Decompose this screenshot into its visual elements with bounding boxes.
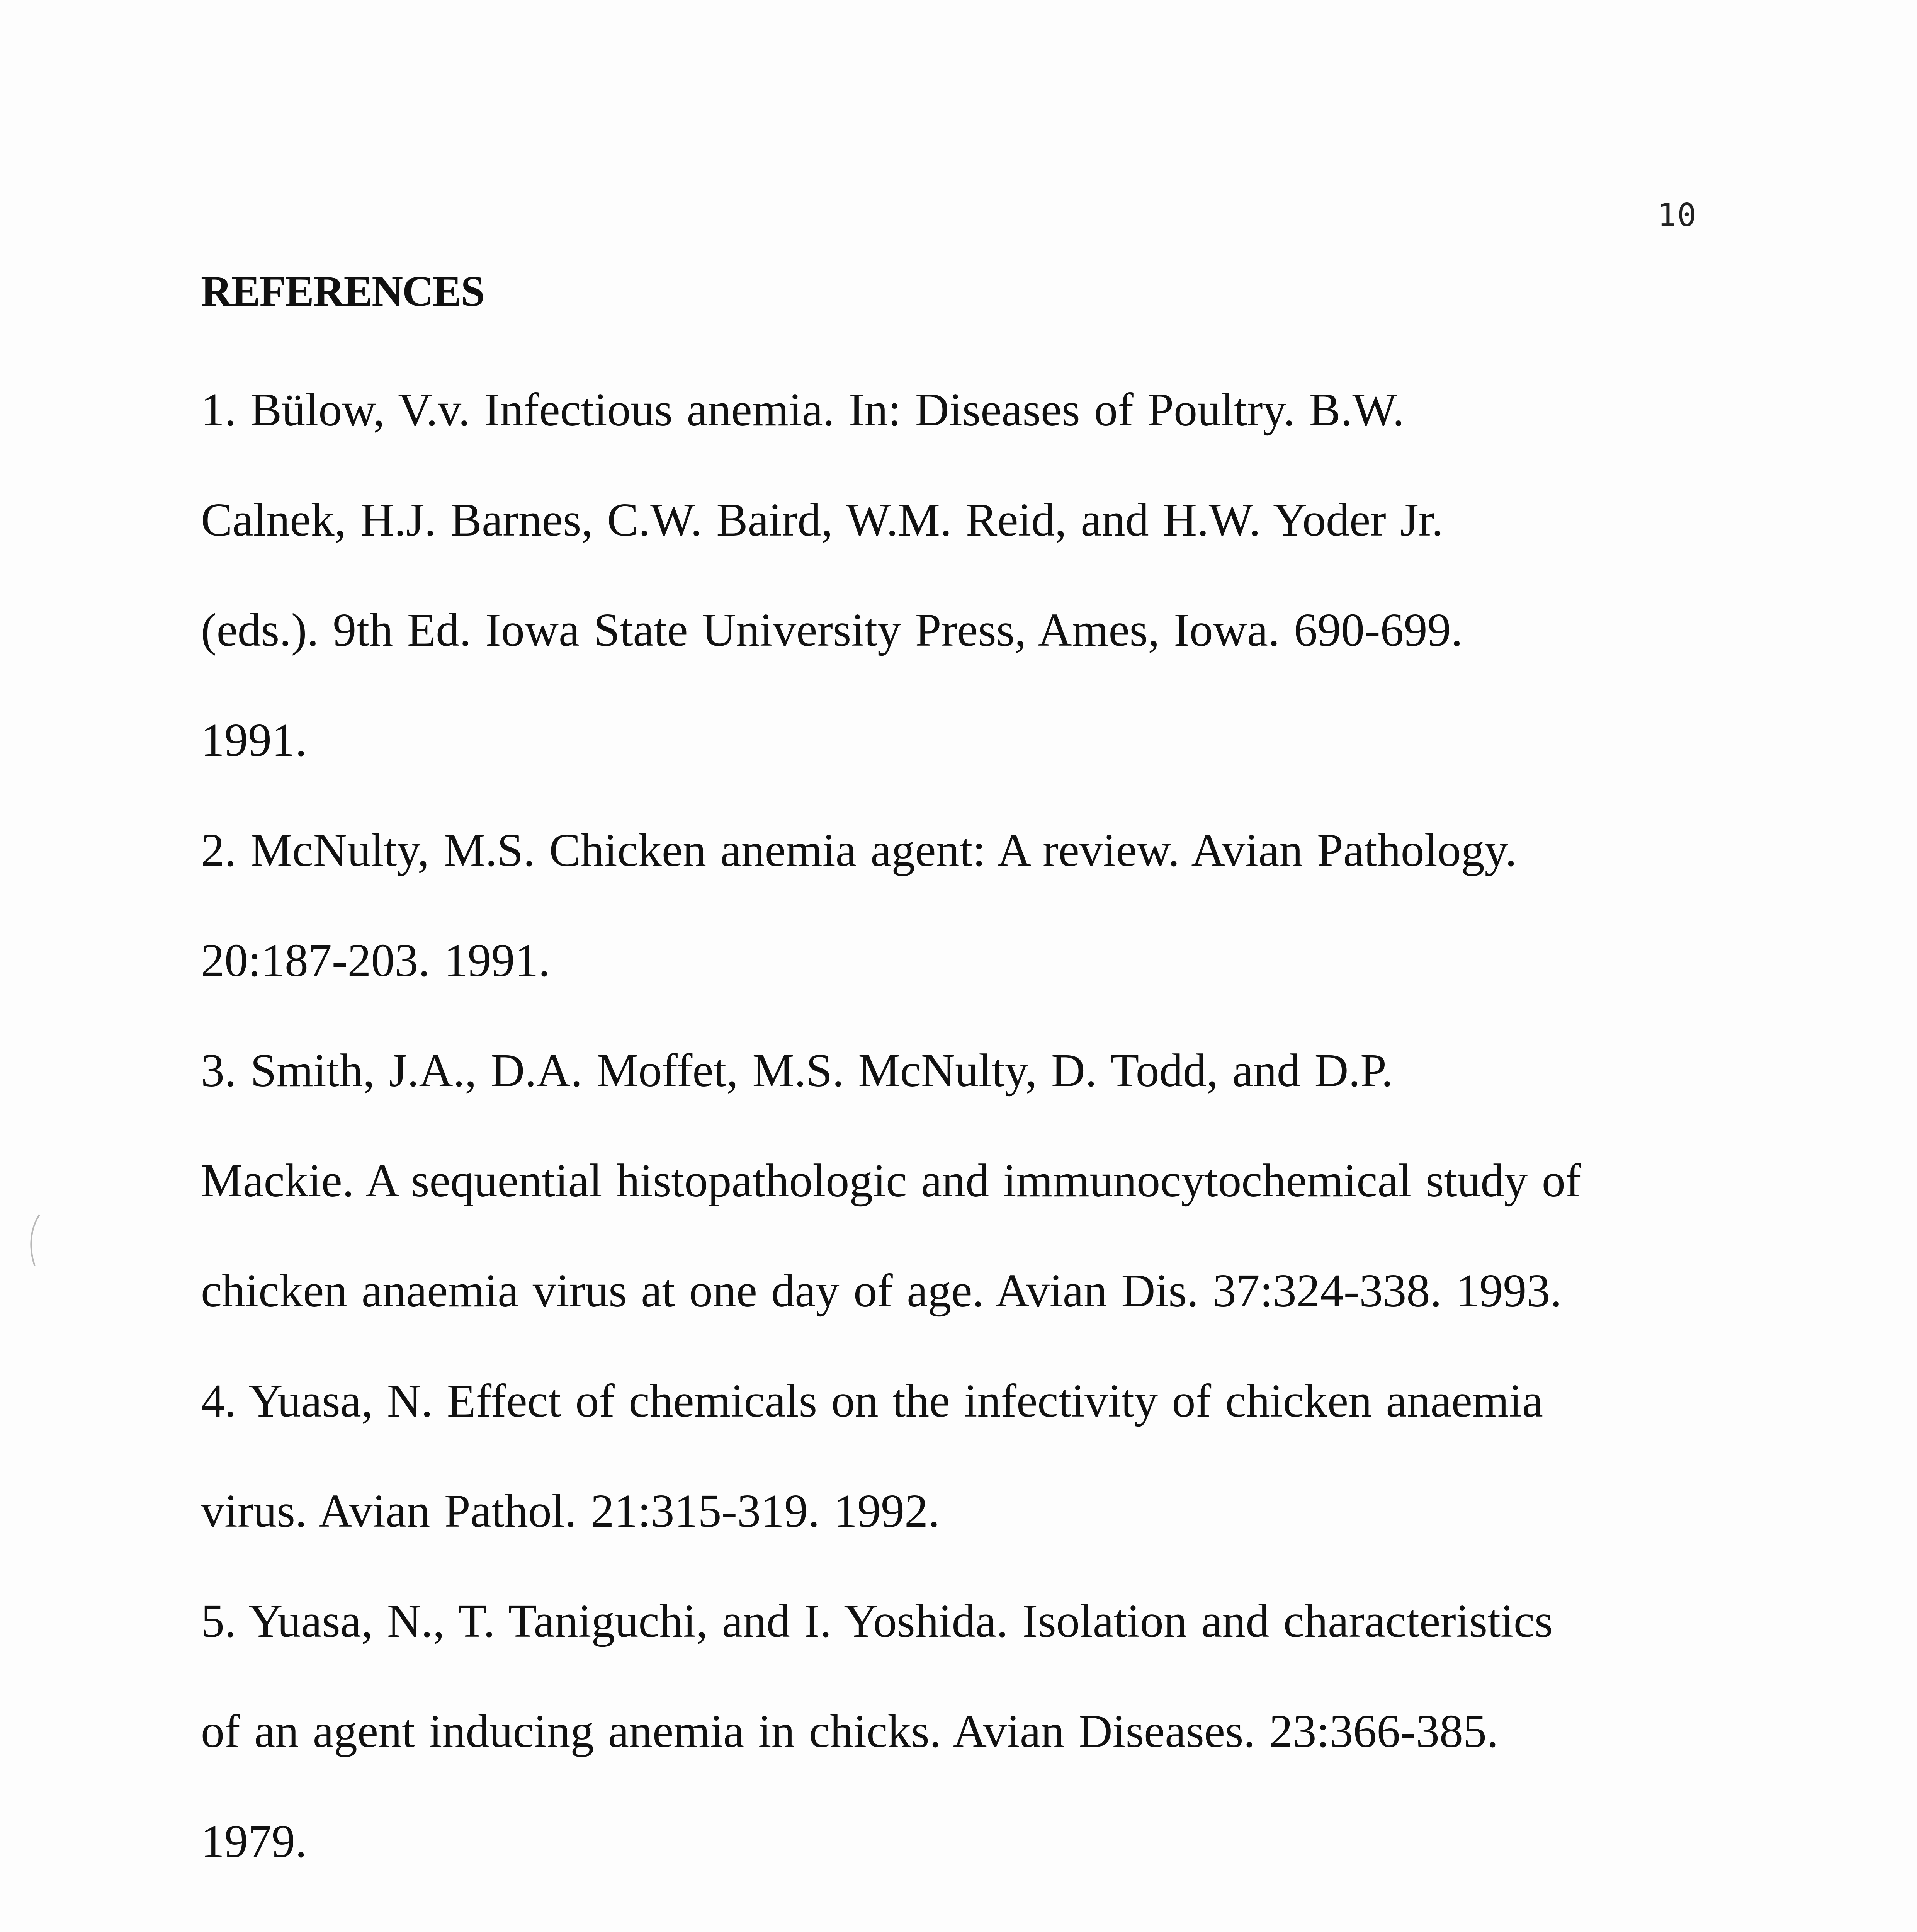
page-number: 10 [1657,197,1697,234]
reference-line: (eds.). 9th Ed. Iowa State University Press, Ames, Iowa. 690-699. [201,604,1463,656]
references-heading: REFERENCES [201,267,484,315]
reference-line: of an agent inducing anemia in chicks. Avian Diseases. 23:366-385. [201,1705,1499,1757]
scan-mark [26,1213,42,1267]
reference-line: 2. McNulty, M.S. Chicken anemia agent: A review. Avian Pathology. [201,824,1517,876]
reference-line: 1979. [201,1815,307,1867]
reference-line: 5. Yuasa, N., T. Taniguchi, and I. Yoshida. Isolation and characteristics [201,1595,1553,1647]
reference-line: Mackie. A sequential histopathologic and immunocytochemical study of [201,1155,1581,1207]
reference-line: 3. Smith, J.A., D.A. Moffet, M.S. McNulty, D. Todd, and D.P. [201,1044,1393,1097]
reference-line: 1. Bülow, V.v. Infectious anemia. In: Diseases of Poultry. B.W. [201,384,1404,436]
reference-line: 1991. [201,714,307,766]
reference-line: 20:187-203. 1991. [201,934,551,986]
reference-line: 4. Yuasa, N. Effect of chemicals on the infectivity of chicken anaemia [201,1375,1543,1427]
reference-line: Calnek, H.J. Barnes, C.W. Baird, W.M. Reid, and H.W. Yoder Jr. [201,494,1444,546]
reference-line: chicken anaemia virus at one day of age. Avian Dis. 37:324-338. 1993. [201,1265,1562,1317]
reference-line: virus. Avian Pathol. 21:315-319. 1992. [201,1485,940,1537]
